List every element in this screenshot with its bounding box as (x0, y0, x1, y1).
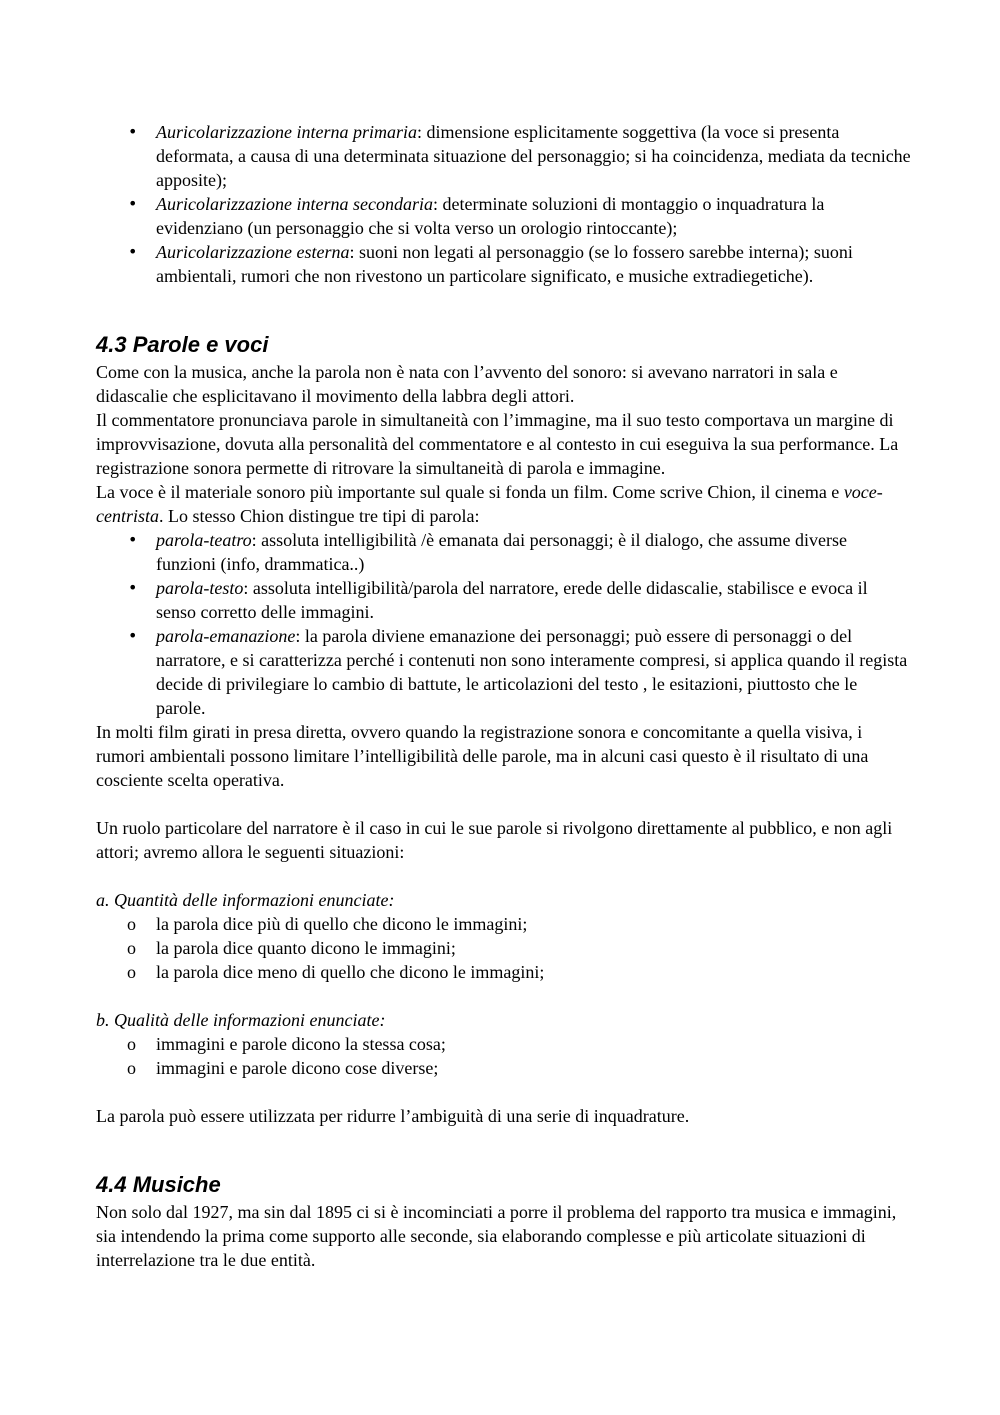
section-heading: 4.4 Musiche (96, 1172, 221, 1197)
quantita-list (96, 912, 911, 984)
parola-list (96, 528, 911, 720)
paragraph-text: . Lo stesso Chion distingue tre tipi di parola: (159, 506, 480, 526)
paragraph: La parola può essere utilizzata per ridurre l’ambiguità di una serie di inquadrature. (96, 1106, 690, 1126)
list-item-text: : la parola diviene emanazione dei personaggi; può essere di personaggi o del narratore, e si caratterizza perché i contenuti non sono interamente compresi, si applica quando il regista decide di privilegiare lo cambio di battute, le articolazioni del testo , le esitazioni, piuttosto che le parole. (156, 626, 908, 718)
list-caption: a. Quantità delle informazioni enunciate: (96, 890, 395, 910)
list-item (96, 240, 911, 288)
paragraph: Il commentatore pronunciava parole in simultaneità con l’immagine, ma il suo testo comportava un margine di improvvisazione, dovuta alla personalità del commentatore e al contesto in cui eseguiva la sua performance. La registrazione sonora permette di ritrovare la simultaneità di parola e immagine. (96, 410, 899, 478)
list-item (96, 528, 911, 576)
spacer (96, 1128, 911, 1170)
section-heading: 4.3 Parole e voci (96, 332, 269, 357)
spacer (96, 288, 911, 330)
paragraph: Come con la musica, anche la parola non è nata con l’avvento del sonoro: si avevano narratori in sala e didascalie che esplicitavano il movimento della labbra degli attori. (96, 362, 838, 406)
spacer (96, 792, 911, 816)
paragraph (96, 480, 911, 528)
paragraph: Non solo dal 1927, ma sin dal 1895 ci si è incominciati a porre il problema del rapporto tra musica e immagini, sia intendendo la prima come supporto alle seconde, sia elaborando complesse e più articolate situazioni di interrelazione tra le due entità. (96, 1202, 897, 1270)
list-item-term: Auricolarizzazione interna secondaria (156, 194, 433, 214)
list-item: o la parola dice quanto dicono le immagini; (96, 936, 911, 960)
list-item (96, 192, 911, 240)
paragraph: Un ruolo particolare del narratore è il caso in cui le sue parole si rivolgono direttamente al pubblico, e non agli attori; avremo allora le seguenti situazioni: (96, 818, 893, 862)
spacer (96, 864, 911, 888)
list-item-term: Auricolarizzazione esterna (156, 242, 350, 262)
auricolarizzazione-list (96, 120, 911, 288)
qualita-list (96, 1032, 911, 1080)
list-item-term: parola-teatro (156, 530, 252, 550)
spacer (96, 1080, 911, 1104)
list-item (96, 576, 911, 624)
list-caption: b. Qualità delle informazioni enunciate: (96, 1010, 386, 1030)
list-item-text: : assoluta intelligibilità/parola del narratore, erede delle didascalie, stabilisce e evoca il senso corretto delle immagini. (156, 578, 868, 622)
list-item (96, 120, 911, 192)
list-item-term: parola-testo (156, 578, 244, 598)
spacer (96, 984, 911, 1008)
list-item: o immagini e parole dicono la stessa cosa; (96, 1032, 911, 1056)
page-content (96, 120, 911, 1272)
list-item-text: : determinate soluzioni di montaggio o inquadratura la evidenziano (un personaggio che si volta verso un orologio rintoccante); (156, 194, 825, 238)
paragraph-text: La voce è il materiale sonoro più importante sul quale si fonda un film. Come scrive Chion, il cinema e (96, 482, 844, 502)
list-item-text: : dimensione esplicitamente soggettiva (la voce si presenta deformata, a causa di una determinata situazione del personaggio; si ha coincidenza, mediata da tecniche apposite); (156, 122, 911, 190)
list-item (96, 624, 911, 720)
list-item-text: : assoluta intelligibilità /è emanata dai personaggi; è il dialogo, che assume diverse funzioni (info, drammatica..) (156, 530, 847, 574)
list-item-term: parola-emanazione (156, 626, 296, 646)
list-item: o la parola dice meno di quello che dicono le immagini; (96, 960, 911, 984)
emphasis-text: voce-centrista (96, 482, 883, 526)
list-item: o la parola dice più di quello che dicono le immagini; (96, 912, 911, 936)
list-item-term: Auricolarizzazione interna primaria (156, 122, 418, 142)
list-item-text: : suoni non legati al personaggio (se lo fossero sarebbe interna); suoni ambientali, rumori che non rivestono un particolare significato, e musiche extradiegetiche). (156, 242, 853, 286)
list-item: o immagini e parole dicono cose diverse; (96, 1056, 911, 1080)
paragraph: In molti film girati in presa diretta, ovvero quando la registrazione sonora e concomitante a quella visiva, i rumori ambientali possono limitare l’intelligibilità delle parole, ma in alcuni casi questo è il risultato di una cosciente scelta operativa. (96, 722, 869, 790)
